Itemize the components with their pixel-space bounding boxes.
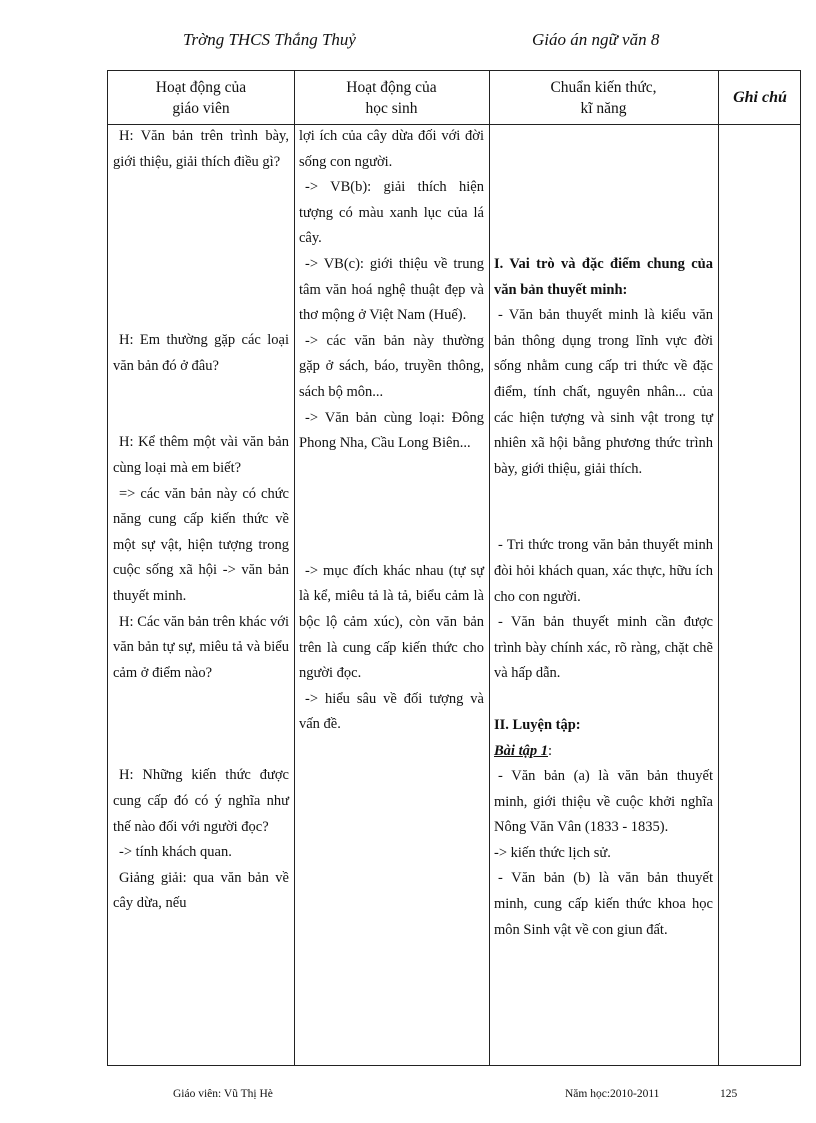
spacer — [494, 124, 713, 252]
student-answer: -> VB(b): giải thích hiện tượng có màu xanh lục của lá cây. — [299, 179, 484, 247]
column-header-line: Hoạt động của — [346, 78, 437, 96]
student-answer: -> các văn bản này thường gặp ở sách, báo, truyền thông, sách bộ môn... — [299, 332, 484, 400]
student-activity-column — [294, 124, 489, 1065]
section-heading: II. Luyện tập: — [494, 716, 581, 733]
exercise-title-line — [494, 739, 713, 765]
column-header-line: giáo viên — [172, 99, 230, 117]
knowledge-point: -> kiến thức lịch sử. — [494, 844, 611, 861]
header-school: Trờng THCS Thắng Thuỷ — [183, 30, 356, 49]
header-subject: Giáo án ngữ văn 8 — [532, 30, 660, 49]
footer-school-year: Năm học:2010-2011 — [565, 1088, 660, 1100]
teacher-question: H: Những kiến thức được cung cấp đó có ý nghĩa như thế nào đối với người đọc? — [113, 767, 289, 835]
exercise-title-colon: : — [547, 742, 553, 759]
spacer — [113, 175, 289, 328]
notes-column — [718, 124, 802, 1065]
teacher-explanation: Giảng giải: qua văn bản về cây dừa, nếu — [113, 869, 289, 912]
student-answer: -> mục đích khác nhau (tự sự là kể, miêu tả là tả, biểu cảm là bộc lộ cảm xúc), còn văn bản trên là cung cấp kiến thức cho người đọc. — [299, 562, 484, 682]
lesson-table — [107, 70, 801, 1066]
section-heading: I. Vai trò và đặc điểm chung của văn bản thuyết minh: — [494, 256, 713, 298]
teacher-question: H: Kể thêm một vài văn bản cùng loại mà em biết? — [113, 434, 289, 476]
column-header-teacher — [108, 71, 294, 124]
column-header-student — [294, 71, 489, 124]
knowledge-point: - Văn bản thuyết minh là kiểu văn bản thông dụng trong lĩnh vực đời sống nhằm cung cấp tri thức về đặc điểm, tính chất, nguyên nhân... của các hiện tượng và sinh vật trong tự nhiên xã hội bằng phương thức trình bày, giới thiệu, giải thích. — [494, 307, 713, 477]
knowledge-point: - Văn bản (a) là văn bản thuyết minh, giới thiệu về cuộc khởi nghĩa Nông Văn Vân (1833 - 1835). — [494, 768, 713, 836]
teacher-conclusion: => các văn bản này có chức năng cung cấp kiến thức về một sự vật, hiện tượng trong cuộc sống xã hội -> văn bản thuyết minh. — [113, 485, 289, 604]
column-header-line: Hoạt động của — [155, 78, 247, 96]
student-answer: -> Văn bản cùng loại: Đông Phong Nha, Cầu Long Biên... — [299, 409, 484, 452]
knowledge-point: - Văn bản (b) là văn bản thuyết minh, cung cấp kiến thức khoa học môn Sinh vật về con giun đất. — [494, 870, 713, 938]
spacer — [299, 457, 484, 559]
column-header-line: Chuẩn kiến thức, — [550, 78, 657, 96]
student-answer: lợi ích của cây dừa đối với đời sống con người. — [299, 128, 484, 170]
column-header-knowledge — [489, 71, 718, 124]
student-answer: -> VB(c): giới thiệu về trung tâm văn hoá nghệ thuật đẹp và thơ mộng ở Việt Nam (Huế). — [299, 255, 484, 324]
footer-teacher: Giáo viên: Vũ Thị Hè — [173, 1088, 273, 1100]
spacer — [494, 687, 713, 713]
column-header-notes: Ghi chú — [733, 89, 787, 106]
teacher-activity-column — [108, 124, 294, 1065]
teacher-answer: -> tính khách quan. — [119, 844, 232, 861]
column-header-line: kĩ năng — [580, 99, 627, 117]
spacer — [113, 379, 289, 430]
knowledge-column — [489, 124, 718, 1065]
spacer — [494, 482, 713, 533]
teacher-question: H: Các văn bản trên khác với văn bản tự sự, miêu tả và biểu cảm ở điểm nào? — [113, 613, 289, 681]
knowledge-point: - Văn bản thuyết minh cần được trình bày chính xác, rõ ràng, chặt chẽ và hấp dẫn. — [494, 614, 713, 682]
spacer — [113, 686, 289, 763]
teacher-question: H: Em thường gặp các loại văn bản đó ở đâu? — [113, 332, 289, 374]
column-header-line: học sinh — [365, 99, 418, 117]
exercise-title: Bài tập 1 — [494, 742, 548, 759]
student-answer: -> hiểu sâu về đối tượng và vấn đề. — [299, 690, 484, 733]
knowledge-point: - Tri thức trong văn bản thuyết minh đòi hỏi khách quan, xác thực, hữu ích cho con người. — [494, 537, 713, 605]
teacher-question: H: Văn bản trên trình bày, giới thiệu, giải thích điều gì? — [113, 128, 289, 170]
page-number: 125 — [720, 1088, 738, 1100]
